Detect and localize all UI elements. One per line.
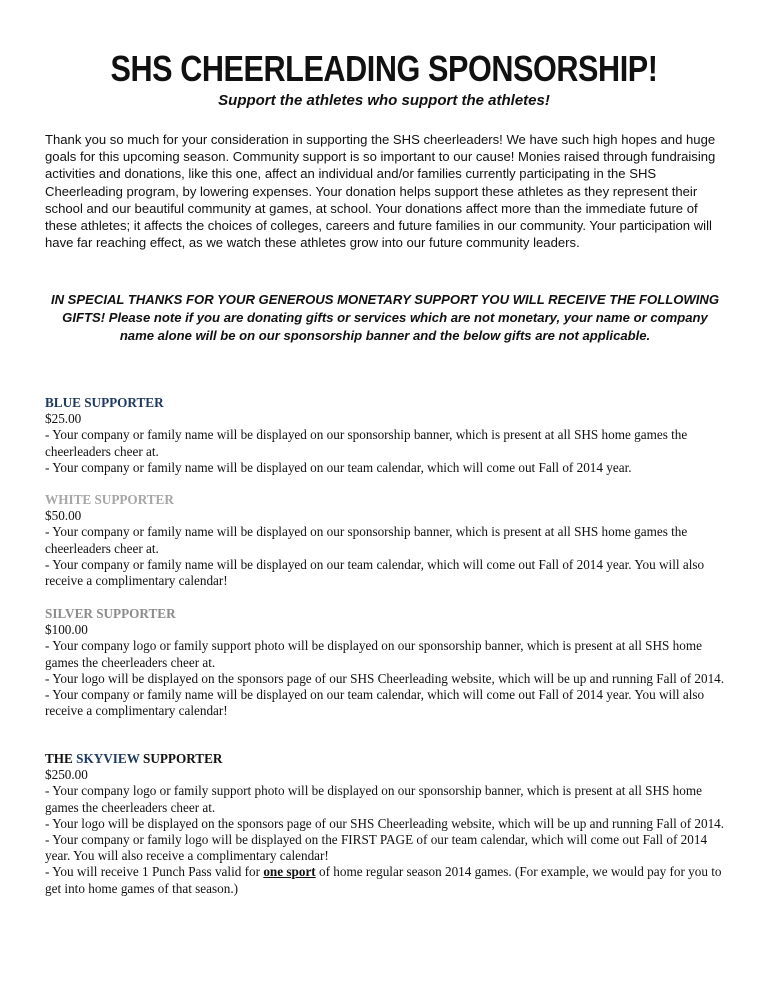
tier-skyview-punch-pass <box>45 864 735 896</box>
intro-paragraph: Thank you so much for your consideration in supporting the SHS cheerleaders! We have such high hopes and huge goals for this upcoming season. Community support is so important to our cause! Monies raised through fundraising activities and donations, like this one, affect an individual and/or families currently participating in the SHS Cheerleading program, by lowering expenses. Your donation helps support these athletes as they represent their school and our beautiful community at games, at school. Your donations affect more than the immediate future of these athletes; it affects the choices of colleges, careers and future families in our community. Your participation will have far reaching effect, as we watch these athletes grow into our future community leaders. <box>45 132 716 251</box>
tier-skyview-price: $250.00 <box>45 767 88 783</box>
tier-silver-price: $100.00 <box>45 622 88 638</box>
tier-skyview-benefit: - Your company or family logo will be displayed on the FIRST PAGE of our team calendar, which will come out Fall of 2014 year. You will also receive a complimentary calendar! <box>45 832 708 864</box>
tier-skyview-name-prefix: THE <box>45 751 77 766</box>
tier-white <box>45 492 735 589</box>
tier-blue <box>45 395 735 476</box>
tier-white-name: WHITE SUPPORTER <box>45 492 174 507</box>
page-subtitle: Support the athletes who support the athletes! <box>218 92 550 109</box>
tier-blue-benefit: - Your company or family name will be displayed on our sponsorship banner, which is present at all SHS home games the cheerleaders cheer at. <box>45 427 688 459</box>
tier-blue-benefit: - Your company or family name will be displayed on our team calendar, which will come out Fall of 2014 year. <box>45 459 632 475</box>
tier-blue-name: BLUE SUPPORTER <box>45 395 164 410</box>
tier-white-price: $50.00 <box>45 508 82 524</box>
tier-silver-name: SILVER SUPPORTER <box>45 606 176 621</box>
page-title: SHS CHEERLEADING SPONSORSHIP! <box>110 48 658 89</box>
punch-pass-emphasis: one sport <box>263 864 316 880</box>
punch-pass-text-end: of home regular season 2014 games. (For example, we would pay for you to get into home games of that season.) <box>45 864 722 896</box>
tier-silver-benefit: - Your logo will be displayed on the sponsors page of our SHS Cheerleading website, which will be up and running Fall of 2014. <box>45 670 725 686</box>
tier-skyview-name-suffix: SUPPORTER <box>139 751 223 766</box>
tier-skyview-benefit: - Your company logo or family support photo will be displayed on our sponsorship banner, which is present at all SHS home games the cheerleaders cheer at. <box>45 783 702 815</box>
tier-silver-benefit: - Your company logo or family support photo will be displayed on our sponsorship banner, which is present at all SHS home games the cheerleaders cheer at. <box>45 638 702 670</box>
tier-skyview-name-highlight: SKYVIEW <box>76 751 140 766</box>
tier-skyview <box>45 751 735 897</box>
tier-silver-benefit: - Your company or family name will be displayed on our team calendar, which will come out Fall of 2014 year. You will also receive a complimentary calendar! <box>45 687 705 719</box>
gifts-notice: IN SPECIAL THANKS FOR YOUR GENEROUS MONETARY SUPPORT YOU WILL RECEIVE THE FOLLOWING GIFTS! Please note if you are donating gifts or services which are not monetary, your name or company name alone will be on our sponsorship banner and the below gifts are not applicable. <box>50 292 720 343</box>
tier-skyview-benefit: - Your logo will be displayed on the sponsors page of our SHS Cheerleading website, which will be up and running Fall of 2014. <box>45 815 725 831</box>
tier-skyview-name <box>45 751 222 766</box>
punch-pass-text: - You will receive 1 Punch Pass valid for <box>45 864 264 880</box>
tier-blue-price: $25.00 <box>45 411 82 427</box>
tier-white-benefit: - Your company or family name will be displayed on our team calendar, which will come out Fall of 2014 year. You will also receive a complimentary calendar! <box>45 556 705 589</box>
tier-white-benefit: - Your company or family name will be displayed on our sponsorship banner, which is present at all SHS home games the cheerleaders cheer at. <box>45 524 688 556</box>
tier-silver <box>45 606 735 719</box>
